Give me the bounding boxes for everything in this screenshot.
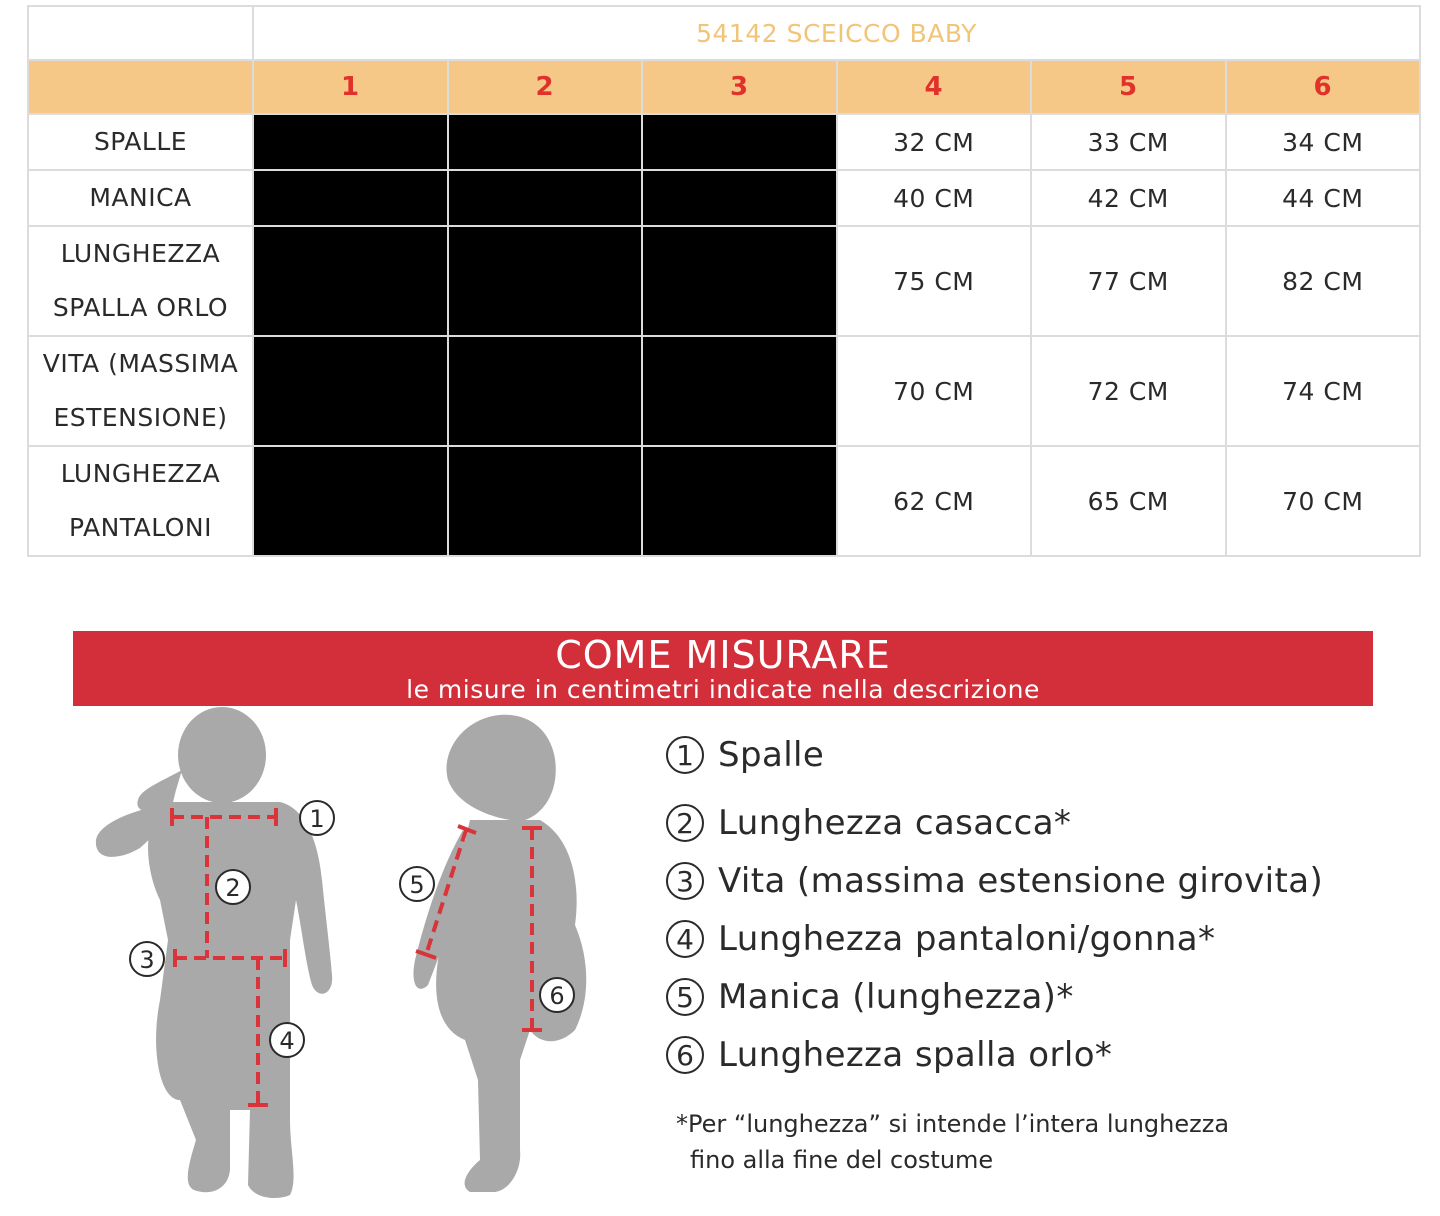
marker-6-icon	[540, 978, 574, 1012]
svg-text:6: 6	[549, 982, 565, 1010]
measure-cell: 42 CM	[1031, 170, 1226, 226]
size-header: 4	[837, 60, 1032, 114]
guide-title: COME MISURARE	[555, 633, 891, 677]
size-header: 5	[1031, 60, 1226, 114]
legend-label: Vita (massima estensione girovita)	[718, 861, 1324, 901]
legend-number-icon: 5	[666, 978, 704, 1016]
measure-cell: 34 CM	[1226, 114, 1421, 170]
legend-label: Spalle	[718, 735, 825, 775]
legend-label: Lunghezza spalla orlo*	[718, 1035, 1113, 1075]
product-title: 54142 SCEICCO BABY	[253, 6, 1420, 60]
measure-cell: 44 CM	[1226, 170, 1421, 226]
measure-cell: 72 CM	[1031, 336, 1226, 446]
svg-text:3: 3	[139, 946, 155, 974]
footnote-line-2: fino alla fine del costume	[690, 1146, 994, 1174]
legend-number-icon: 3	[666, 862, 704, 900]
legend-item	[666, 972, 1074, 1022]
legend-number-icon: 1	[666, 736, 704, 774]
marker-3-icon	[130, 942, 164, 976]
row-label: MANICA	[28, 170, 253, 226]
size-header: 2	[448, 60, 643, 114]
guide-subtitle: le misure in centimetri indicate nella descrizione	[406, 675, 1040, 704]
size-header: 3	[642, 60, 837, 114]
measure-cell: 70 CM	[837, 336, 1032, 446]
legend-label: Manica (lunghezza)*	[718, 977, 1074, 1017]
svg-text:4: 4	[279, 1027, 295, 1055]
measure-cell: 62 CM	[837, 446, 1032, 556]
measure-cell: 32 CM	[837, 114, 1032, 170]
marker-4-icon	[270, 1023, 304, 1057]
measure-cell: 75 CM	[837, 226, 1032, 336]
legend-number-icon: 6	[666, 1036, 704, 1074]
row-label: LUNGHEZZA SPALLA ORLO	[28, 226, 253, 336]
svg-text:1: 1	[309, 805, 325, 833]
legend-label: Lunghezza pantaloni/gonna*	[718, 919, 1216, 959]
measure-cell: 70 CM	[1226, 446, 1421, 556]
legend-item	[666, 798, 1071, 848]
length-footnote	[676, 1106, 1376, 1178]
measure-cell: 74 CM	[1226, 336, 1421, 446]
marker-1-icon	[300, 801, 334, 835]
footnote-line-1: *Per “lunghezza” si intende l’intera lunghezza	[676, 1110, 1230, 1138]
legend-item	[666, 1030, 1112, 1080]
legend-item	[666, 730, 824, 780]
size-header: 1	[253, 60, 448, 114]
size-header: 6	[1226, 60, 1421, 114]
marker-5-icon	[400, 867, 434, 901]
measure-cell: 77 CM	[1031, 226, 1226, 336]
measure-cell: 82 CM	[1226, 226, 1421, 336]
child-side-silhouette-icon	[413, 715, 586, 1192]
legend-label: Lunghezza casacca*	[718, 803, 1072, 843]
measure-cell: 65 CM	[1031, 446, 1226, 556]
svg-text:2: 2	[225, 874, 241, 902]
legend-number-icon: 2	[666, 804, 704, 842]
legend-number-icon: 4	[666, 920, 704, 958]
row-label: LUNGHEZZA PANTALONI	[28, 446, 253, 556]
measure-cell: 40 CM	[837, 170, 1032, 226]
row-label: SPALLE	[28, 114, 253, 170]
measure-cell: 33 CM	[1031, 114, 1226, 170]
row-label: VITA (MASSIMA ESTENSIONE)	[28, 336, 253, 446]
legend-item	[666, 914, 1215, 964]
svg-text:5: 5	[409, 871, 425, 899]
legend-item	[666, 856, 1323, 906]
marker-2-icon	[216, 870, 250, 904]
